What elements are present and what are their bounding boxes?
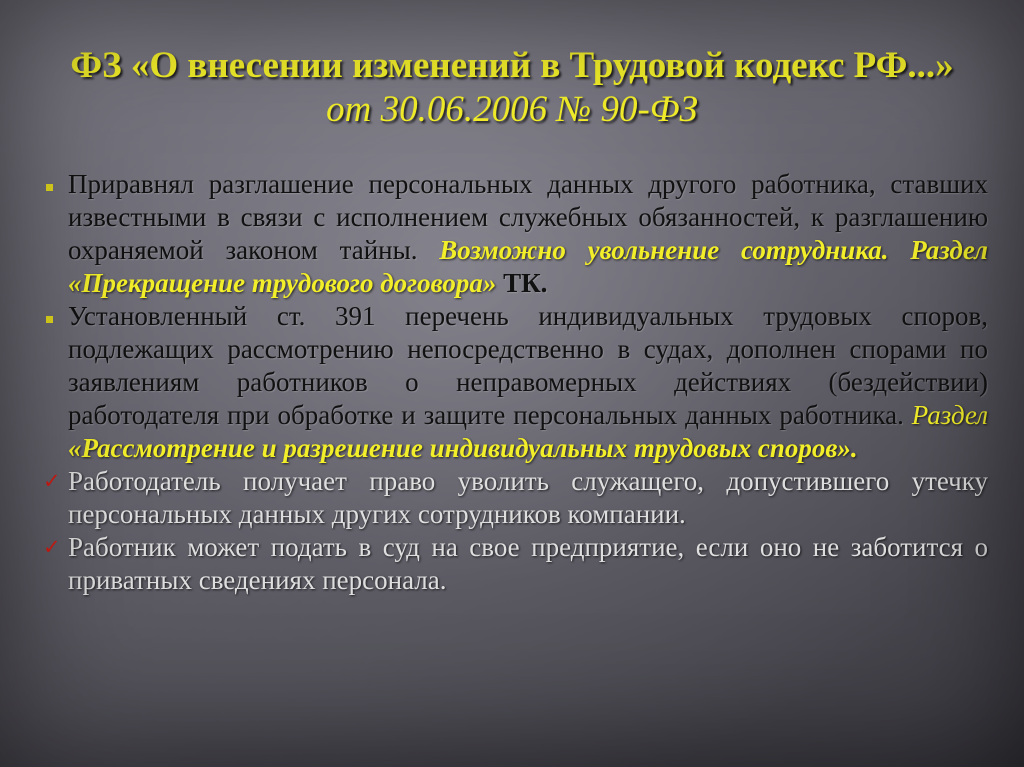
list-item-text xyxy=(68,531,988,597)
square-bullet-icon xyxy=(46,184,53,191)
square-bullet-icon xyxy=(46,316,53,323)
list-item xyxy=(44,300,988,465)
item-highlight: «Рассмотрение и разрешение индивидуальных трудовых споров» xyxy=(68,433,851,463)
slide-content xyxy=(44,168,988,597)
item-body: Работодатель получает право уволить служащего, допустившего утечку персональных данных других сотрудников компании. xyxy=(68,466,988,529)
item-suffix: ТК. xyxy=(503,268,548,298)
list-item-text xyxy=(68,465,988,531)
item-highlight: Возможно увольнение сотрудника. Раздел «Прекращение трудового договора» xyxy=(68,235,988,298)
checkmark-icon: ✓ xyxy=(43,535,61,559)
title-main: ФЗ «О внесении изменений в Трудовой кодекс РФ...» xyxy=(70,45,954,86)
list-item xyxy=(44,465,988,531)
list-item xyxy=(44,168,988,300)
item-body: Приравнял разглашение персональных данных другого работника, ставших известными в связи с исполнением служебных обязанностей, к разглашению охраняемой законом тайны. xyxy=(68,169,988,265)
title-date: от 30.06.2006 № 90-ФЗ xyxy=(326,89,698,130)
list-item-text xyxy=(68,168,988,300)
list-item xyxy=(44,531,988,597)
list-item-text xyxy=(68,300,988,465)
slide-title xyxy=(60,44,964,132)
item-body: Работник может подать в суд на свое предприятие, если оно не заботится о приватных сведениях персонала. xyxy=(68,532,988,595)
item-highlight-plain: Раздел xyxy=(911,400,989,430)
checkmark-icon: ✓ xyxy=(43,469,61,493)
item-suffix: . xyxy=(850,433,858,463)
item-body: Установленный ст. 391 перечень индивидуальных трудовых споров, подлежащих рассмотрению непосредственно в судах, дополнен спорами по заявлениям работников о неправомерных действиях (бездействии) работодателя при обработке и защите персональных данных работника. xyxy=(68,301,988,430)
